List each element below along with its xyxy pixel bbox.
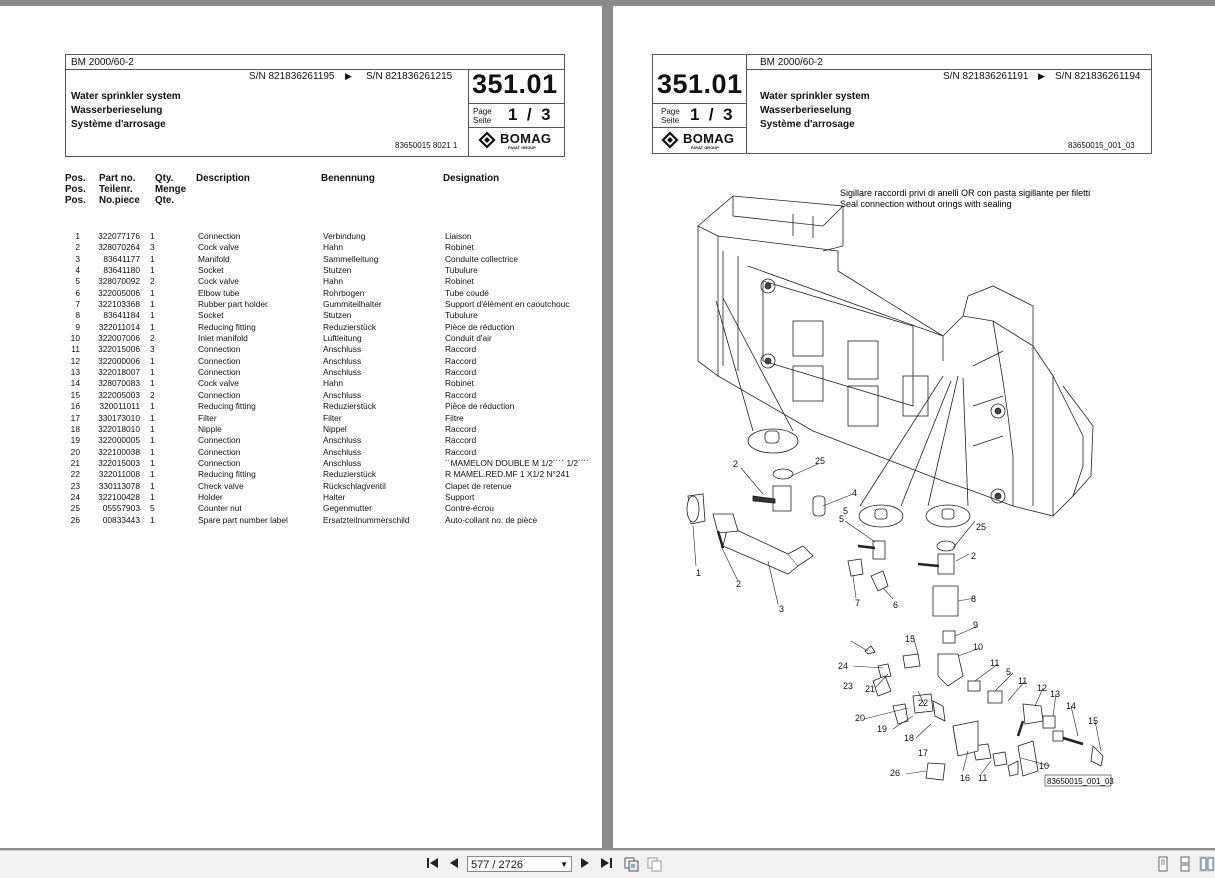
- cell-designation: Contre-écrou: [445, 503, 494, 514]
- cell-benennung: Rückschlagventil: [323, 480, 386, 491]
- table-row: [60, 310, 600, 321]
- page-label-right: Page Seite: [661, 107, 680, 125]
- serial-arrow-icon: ▶: [345, 71, 352, 81]
- cell-part-no: 328070092: [98, 276, 140, 287]
- title-en-right: Water sprinkler system: [760, 91, 870, 102]
- cell-part-no: 328070083: [98, 378, 140, 389]
- table-row: [60, 254, 600, 265]
- table-row: [60, 242, 600, 253]
- cell-pos: 6: [75, 287, 80, 298]
- cell-pos: 9: [75, 321, 80, 332]
- cell-part-no: 322018010: [98, 423, 140, 434]
- page-indicator-right: 1 / 3: [690, 105, 733, 124]
- col-part-header: Part no. Teilenr. No.piece: [99, 173, 140, 206]
- cell-benennung: Anschluss: [323, 457, 362, 468]
- cell-pos: 4: [75, 265, 80, 276]
- leader-lines: [693, 464, 1101, 774]
- cell-qty: 1: [150, 253, 155, 264]
- cell-part-no: 322015003: [98, 457, 140, 468]
- serial-to-right: S/N 821836261194: [1055, 71, 1141, 82]
- first-page-icon[interactable]: [426, 856, 440, 872]
- cell-designation: Robinet: [445, 378, 474, 389]
- cell-designation: Raccord: [445, 423, 477, 434]
- callout-6: 6: [893, 600, 899, 610]
- cell-benennung: Anschluss: [323, 344, 362, 355]
- section-number: 351.01: [472, 69, 558, 99]
- cell-designation: Pièce de réduction: [445, 401, 515, 412]
- callout-8: 8: [971, 594, 977, 604]
- cell-description: Elbow tube: [198, 287, 240, 298]
- cell-qty: 1: [150, 287, 155, 298]
- table-row: [60, 469, 600, 480]
- callout-13: 13: [1050, 689, 1061, 699]
- continuous-page-icon[interactable]: [1178, 856, 1192, 872]
- cell-pos: 15: [70, 389, 80, 400]
- title-de: Wasserberieselung: [71, 105, 163, 116]
- cell-qty: 1: [150, 355, 155, 366]
- cell-description: Reducing fitting: [198, 401, 256, 412]
- cell-pos: 11: [71, 344, 80, 355]
- cell-benennung: Verbindung: [323, 231, 366, 241]
- cell-part-no: 322007006: [98, 333, 140, 344]
- cell-part-no: 05557903: [102, 503, 140, 514]
- cell-qty: 1: [150, 378, 155, 389]
- brand-logo: [478, 131, 558, 151]
- cell-designation: Robinet: [445, 242, 474, 253]
- cell-qty: 3: [150, 242, 155, 253]
- cell-pos: 12: [70, 355, 80, 366]
- cell-qty: 1: [150, 367, 155, 378]
- brand-sub-right: FAYAT GROUP: [691, 145, 719, 150]
- page-number-value: 577 / 2726: [471, 859, 523, 871]
- callout-17: 17: [918, 748, 929, 758]
- cell-benennung: Rohrbogen: [323, 287, 365, 298]
- cell-designation: Filtre: [445, 412, 464, 423]
- cell-pos: 22: [70, 469, 80, 480]
- cell-benennung: Gegenmutter: [323, 503, 372, 514]
- callout-24: 24: [838, 661, 849, 671]
- two-page-icon[interactable]: [1199, 856, 1215, 872]
- next-page-icon[interactable]: [579, 856, 591, 872]
- paste-icon[interactable]: [646, 856, 662, 872]
- cell-pos: 17: [70, 412, 80, 423]
- cell-qty: 1: [150, 446, 155, 457]
- cell-pos: 20: [70, 446, 80, 457]
- cell-description: Check valve: [198, 480, 244, 491]
- cell-description: Cock valve: [198, 242, 239, 253]
- cell-designation: Clapet de retenue: [445, 480, 512, 491]
- viewer-toolbar: [0, 850, 1215, 878]
- model-label: BM 2000/60-2: [71, 57, 134, 68]
- cell-pos: 26: [70, 514, 80, 525]
- cell-description: Manifold: [198, 253, 230, 264]
- exploded-parts-drawing: [613, 176, 1215, 796]
- single-page-icon[interactable]: [1156, 856, 1170, 872]
- callout-9: 9: [973, 620, 979, 630]
- cell-description: Reducing fitting: [198, 469, 256, 480]
- table-row: [60, 344, 600, 355]
- cell-pos: 14: [70, 378, 80, 389]
- callout-10a: 10: [973, 642, 984, 652]
- cell-benennung: Stutzen: [323, 310, 352, 321]
- cell-description: Connection: [198, 457, 241, 468]
- last-page-icon[interactable]: [599, 856, 613, 872]
- col-pos-header: Pos. Pos. Pos.: [65, 173, 86, 206]
- cell-part-no: 322005006: [98, 287, 140, 298]
- cell-designation: Support d'élément en caoutchouc: [445, 299, 570, 310]
- callout-21: 21: [865, 684, 876, 694]
- table-row: [60, 503, 600, 514]
- cell-description: Socket: [198, 310, 224, 321]
- cell-designation: Liaison: [445, 231, 472, 241]
- cell-part-no: 322077176: [98, 231, 140, 241]
- cell-part-no: 83641177: [103, 253, 140, 264]
- serial-from: S/N 821836261195: [249, 71, 335, 82]
- cell-benennung: Ersatzteilnummerschild: [323, 514, 410, 525]
- callout-23: 23: [843, 681, 854, 691]
- cell-description: Inlet manifold: [198, 333, 248, 344]
- cell-qty: 2: [150, 333, 155, 344]
- parts-table: [60, 231, 600, 526]
- sealing-note-it: Sigillare raccordi privi di anelli OR con pasta sigillante per filetti: [840, 188, 1091, 198]
- cell-description: Cock valve: [198, 276, 239, 287]
- page-indicator: 1 / 3: [508, 105, 551, 124]
- callout-11a: 11: [990, 658, 1000, 668]
- machine-frame: [698, 196, 1093, 516]
- cell-description: Connection: [198, 446, 241, 457]
- cell-designation: Raccord: [445, 389, 477, 400]
- cell-description: Reducing fitting: [198, 321, 256, 332]
- callout-14: 14: [1066, 701, 1077, 711]
- cell-pos: 10: [70, 333, 80, 344]
- cell-designation: Tubulure: [445, 310, 478, 321]
- callout-19: 19: [877, 724, 888, 734]
- copy-icon[interactable]: [623, 856, 639, 872]
- cell-description: Filter: [198, 412, 217, 423]
- cell-description: Connection: [198, 435, 241, 446]
- callout-2c: 2: [971, 551, 977, 561]
- callout-2a: 2: [736, 579, 742, 589]
- callout-1: 1: [696, 568, 702, 578]
- title-fr-right: Système d'arrosage: [760, 119, 855, 130]
- callout-11b: 11: [1018, 676, 1028, 686]
- cell-benennung: Reduzierstück: [323, 401, 377, 412]
- cell-qty: 3: [150, 344, 155, 355]
- serial-from-right: S/N 821836261191: [943, 71, 1029, 82]
- table-row: [60, 265, 600, 276]
- callout-20: 20: [855, 713, 866, 723]
- cell-designation: Raccord: [445, 367, 477, 378]
- cell-description: Connection: [198, 355, 241, 366]
- doc-code: 83650015 8021 1: [395, 141, 458, 150]
- cell-description: Connection: [198, 344, 241, 355]
- title-en: Water sprinkler system: [71, 91, 181, 102]
- doc-code-right: 83650015_001_03: [1068, 141, 1135, 150]
- cell-designation: Auto-collant no. de pièce: [445, 514, 538, 525]
- cell-pos: 25: [70, 503, 80, 514]
- table-row: [60, 481, 600, 492]
- cell-part-no: 322103368: [98, 299, 140, 310]
- cell-part-no: 83641184: [103, 310, 140, 321]
- cell-pos: 18: [70, 423, 80, 434]
- fittings-left: [687, 469, 825, 574]
- cell-description: Nipple: [198, 423, 222, 434]
- cell-pos: 21: [70, 457, 80, 468]
- cell-qty: 1: [150, 231, 155, 241]
- title-fr: Système d'arrosage: [71, 119, 166, 130]
- cell-designation: Tube coudé: [445, 287, 489, 298]
- cell-benennung: Reduzierstück: [323, 321, 377, 332]
- callout-5c: 5: [1006, 667, 1012, 677]
- cell-pos: 13: [70, 367, 80, 378]
- callout-7: 7: [855, 598, 861, 608]
- cell-qty: 2: [150, 276, 155, 287]
- cell-pos: 8: [75, 310, 80, 321]
- cell-benennung: Gummiteilhalter: [323, 299, 382, 310]
- cell-description: Cock valve: [198, 378, 239, 389]
- table-row: [60, 447, 600, 458]
- cell-description: Socket: [198, 265, 224, 276]
- serial-to: S/N 821836261215: [366, 71, 453, 82]
- cell-benennung: Hahn: [323, 276, 344, 287]
- cell-designation: Raccord: [445, 435, 477, 446]
- table-row: [60, 299, 600, 310]
- cell-qty: 1: [150, 412, 155, 423]
- cell-qty: 1: [150, 457, 155, 468]
- table-row: [60, 231, 600, 242]
- brand-sub: FAYAT GROUP: [508, 145, 536, 150]
- cell-benennung: Anschluss: [323, 446, 362, 457]
- brand-logo-right: [661, 131, 741, 151]
- cell-pos: 2: [75, 242, 80, 253]
- callout-10b: 10: [1039, 761, 1050, 771]
- cell-benennung: Filter: [323, 412, 342, 423]
- table-row: [60, 288, 600, 299]
- cell-benennung: Anschluss: [323, 389, 362, 400]
- table-row: [60, 356, 600, 367]
- table-row: [60, 401, 600, 412]
- callout-3: 3: [779, 604, 785, 614]
- col-designation-header: Designation: [443, 173, 500, 184]
- table-row: [60, 390, 600, 401]
- cell-qty: 1: [150, 480, 155, 491]
- callout-5b: 5: [843, 506, 849, 516]
- cell-benennung: Sammelleitung: [323, 253, 379, 264]
- chevron-down-icon[interactable]: ▼: [560, 860, 568, 869]
- cell-benennung: Anschluss: [323, 367, 362, 378]
- cell-benennung: Reduzierstück: [323, 469, 377, 480]
- callout-5a: 5: [839, 514, 845, 524]
- cell-qty: 1: [150, 310, 155, 321]
- callout-11c: 11: [978, 773, 988, 783]
- col-benennung-header: Benennung: [321, 173, 375, 184]
- table-row: [60, 333, 600, 344]
- cell-qty: 1: [150, 265, 155, 276]
- callout-15b: 15: [905, 634, 916, 644]
- sealing-note-en: Seal connection without orings with sealing: [840, 199, 1012, 209]
- right-header-box: [652, 54, 1152, 154]
- cell-pos: 5: [75, 276, 80, 287]
- callout-16: 16: [960, 773, 971, 783]
- cell-qty: 5: [150, 503, 155, 514]
- serial-arrow-right-icon: ▶: [1038, 71, 1045, 81]
- table-row: [60, 435, 600, 446]
- brand-name-right: BOMAG: [683, 131, 735, 146]
- cell-qty: 1: [150, 469, 155, 480]
- fittings-right: [865, 541, 1103, 780]
- cell-designation: Raccord: [445, 355, 477, 366]
- cell-description: Connection: [198, 389, 241, 400]
- cell-pos: 16: [70, 401, 80, 412]
- callout-4: 4: [852, 488, 858, 498]
- cell-designation: Conduite collectrice: [445, 253, 519, 264]
- cell-description: Counter nut: [198, 503, 242, 514]
- cell-description: Connection: [198, 367, 241, 378]
- cell-part-no: 322011008: [98, 469, 140, 480]
- table-row: [60, 458, 600, 469]
- cell-part-no: 322000006: [98, 355, 140, 366]
- table-row: [60, 276, 600, 287]
- cell-qty: 1: [150, 401, 155, 412]
- cell-description: Connection: [198, 231, 241, 241]
- cell-part-no: 322100428: [98, 491, 140, 502]
- table-row: [60, 378, 600, 389]
- cell-benennung: Halter: [323, 491, 346, 502]
- title-de-right: Wasserberieselung: [760, 105, 852, 116]
- prev-page-icon[interactable]: [448, 856, 460, 872]
- cell-qty: 1: [150, 321, 155, 332]
- col-qty-header: Qty. Menge Qte.: [155, 173, 187, 206]
- cell-part-no: 322018007: [98, 367, 140, 378]
- cell-description: Holder: [198, 491, 223, 502]
- page-label: Page Seite: [473, 107, 492, 125]
- cell-part-no: 322015006: [98, 344, 140, 355]
- callout-22: 22: [918, 698, 929, 708]
- callout-25b: 25: [976, 522, 987, 532]
- cell-designation: Conduit d'air: [445, 333, 492, 344]
- page-number-field[interactable]: [467, 856, 572, 872]
- cell-qty: 1: [150, 491, 155, 502]
- cell-part-no: 330113078: [98, 480, 140, 491]
- cell-part-no: 322005003: [98, 389, 140, 400]
- cell-designation: Tubulure: [445, 265, 478, 276]
- col-description-header: Description: [196, 173, 250, 184]
- cell-part-no: 83641180: [103, 265, 140, 276]
- cell-part-no: 328070264: [98, 242, 140, 253]
- left-page: [0, 6, 602, 848]
- cell-qty: 1: [150, 299, 155, 310]
- cell-description: Rubber part holder: [198, 299, 268, 310]
- callout-26: 26: [890, 768, 901, 778]
- cell-pos: 24: [70, 491, 80, 502]
- callout-18: 18: [904, 733, 915, 743]
- cell-designation: Pièce de réduction: [445, 321, 515, 332]
- cell-benennung: Stutzen: [323, 265, 352, 276]
- cell-designation: Raccord: [445, 344, 477, 355]
- cell-designation: Support: [445, 491, 475, 502]
- cell-part-no: 00833443: [102, 514, 140, 525]
- callout-25a: 25: [815, 456, 826, 466]
- cell-benennung: Hahn: [323, 242, 344, 253]
- left-header-box: [65, 54, 565, 157]
- table-row: [60, 413, 600, 424]
- cell-benennung: Nippel: [323, 423, 347, 434]
- callout-12: 12: [1037, 683, 1048, 693]
- cell-designation: R MAMEL.RED.MF 1 X1/2 N°241: [445, 469, 570, 480]
- table-row: [60, 424, 600, 435]
- cell-pos: 1: [75, 231, 80, 241]
- cell-designation: Robinet: [445, 276, 474, 287]
- table-row: [60, 515, 600, 526]
- cell-part-no: 320011011: [99, 401, 140, 412]
- section-number-right: 351.01: [657, 69, 743, 99]
- cell-benennung: Anschluss: [323, 435, 362, 446]
- table-row: [60, 367, 600, 378]
- cell-part-no: 322100038: [98, 446, 140, 457]
- cell-designation: ´´MAMELON DOUBLE M 1/2´´´´ 1/2´´´´: [445, 457, 590, 468]
- cell-qty: 1: [150, 514, 155, 525]
- cell-pos: 23: [70, 480, 80, 491]
- right-page: [613, 6, 1215, 848]
- cell-pos: 19: [70, 435, 80, 446]
- cell-pos: 3: [75, 253, 80, 264]
- cell-part-no: 322011014: [98, 321, 140, 332]
- cell-pos: 7: [75, 299, 80, 310]
- brand-name: BOMAG: [500, 131, 552, 146]
- cell-benennung: Hahn: [323, 378, 344, 389]
- cell-description: Spare part number label: [198, 514, 288, 525]
- cell-benennung: Luftleitung: [323, 333, 362, 344]
- table-row: [60, 492, 600, 503]
- cell-part-no: 322000005: [98, 435, 140, 446]
- cell-benennung: Anschluss: [323, 355, 362, 366]
- model-label-right: BM 2000/60-2: [760, 57, 823, 68]
- cell-qty: 1: [150, 423, 155, 434]
- cell-designation: Raccord: [445, 446, 477, 457]
- callout-numbers: [696, 456, 1098, 783]
- drawing-code: 83650015_001_03: [1047, 777, 1114, 786]
- cell-qty: 1: [150, 435, 155, 446]
- cell-part-no: 330173010: [98, 412, 140, 423]
- callout-15a: 15: [1088, 716, 1099, 726]
- callout-2b: 2: [733, 459, 739, 469]
- cell-qty: 2: [150, 389, 155, 400]
- table-row: [60, 322, 600, 333]
